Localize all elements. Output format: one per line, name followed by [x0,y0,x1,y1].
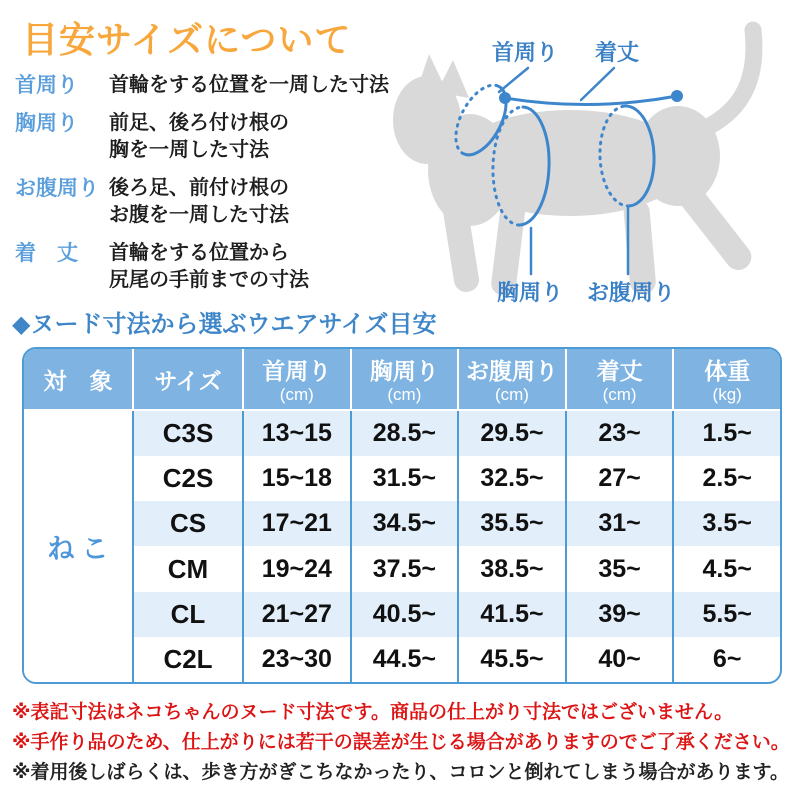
definition-desc-line: 胸を一周した寸法 [109,139,269,161]
size-cell: C2L [132,637,242,682]
definition-desc [109,110,289,164]
belly-cell: 29.5~ [457,411,565,456]
definition-neck [15,72,395,99]
cat-silhouette-icon [393,30,757,297]
definition-desc-line: 後ろ足、前付け根の [109,177,289,199]
footnote: ※手作り品のため、仕上がりには若干の誤差が生じる場合がありますのでご了承ください。 [12,732,790,753]
definition-desc-line: 尻尾の手前までの寸法 [109,269,309,291]
neck-cell: 21~27 [242,592,350,637]
definition-term: 首周り [15,74,78,97]
col-header-size: サイズ [132,349,242,411]
belly-cell: 32.5~ [457,456,565,501]
table-row [24,456,780,501]
neck-cell: 19~24 [242,546,350,591]
size-cell: CS [132,501,242,546]
definition-desc [109,72,389,99]
diagram-label-chest: 胸周り [496,280,564,305]
neck-cell: 17~21 [242,501,350,546]
definition-belly [15,175,395,229]
size-cell: C3S [132,411,242,456]
chest-cell: 40.5~ [350,592,458,637]
diagram-label-neck: 首周り [491,40,559,65]
footnotes [12,698,790,788]
definition-desc-line: 首輪をする位置を一周した寸法 [109,74,389,96]
definition-desc-line: 前足、後ろ付け根の [109,112,289,134]
chest-cell: 34.5~ [350,501,458,546]
definition-desc [109,240,309,294]
weight-cell: 1.5~ [672,411,780,456]
col-header-target: 対 象 [24,349,132,411]
neck-cell: 15~18 [242,456,350,501]
weight-cell: 2.5~ [672,456,780,501]
size-table-container [22,347,782,684]
size-cell: C2S [132,456,242,501]
table-header-row [24,349,780,411]
belly-cell: 41.5~ [457,592,565,637]
weight-cell: 4.5~ [672,546,780,591]
weight-cell: 3.5~ [672,501,780,546]
col-header-length: 着丈 (cm) [565,349,673,411]
chest-cell: 44.5~ [350,637,458,682]
chest-cell: 31.5~ [350,456,458,501]
diagram-label-length: 着丈 [594,40,640,65]
col-header-chest: 胸周り (cm) [350,349,458,411]
definition-desc [109,175,289,229]
table-row [24,592,780,637]
size-cell: CM [132,546,242,591]
section-title: ◆ヌード寸法から選ぶウエアサイズ目安 [12,311,437,338]
length-measure-line [505,96,677,105]
table-row [24,501,780,546]
belly-cell: 38.5~ [457,546,565,591]
length-cell: 23~ [565,411,673,456]
size-table [24,349,780,682]
table-row [24,637,780,682]
target-cell: ねこ [24,411,132,682]
length-leader-line [581,68,614,100]
length-cell: 27~ [565,456,673,501]
cat-measurement-diagram [385,8,800,313]
length-cell: 31~ [565,501,673,546]
neck-leader-line [499,68,528,92]
weight-cell: 6~ [672,637,780,682]
chest-cell: 28.5~ [350,411,458,456]
col-header-neck: 首周り (cm) [242,349,350,411]
belly-cell: 45.5~ [457,637,565,682]
size-cell: CL [132,592,242,637]
table-row [24,411,780,456]
definition-term: 着 丈 [15,242,78,265]
length-cell: 39~ [565,592,673,637]
footnote: ※着用後しばらくは、歩き方がぎこちなかったり、コロンと倒れてしまう場合があります。 [12,762,789,783]
neck-cell: 13~15 [242,411,350,456]
definition-desc-line: 首輪をする位置から [109,242,289,264]
length-line-start-dot [499,92,511,104]
definition-length [15,240,395,294]
table-row [24,546,780,591]
footnote: ※表記寸法はネコちゃんのヌード寸法です。商品の仕上がり寸法ではございません。 [12,702,734,723]
length-line-end-dot [671,90,683,102]
measurement-definitions [15,72,395,305]
chest-cell: 37.5~ [350,546,458,591]
length-cell: 35~ [565,546,673,591]
belly-cell: 35.5~ [457,501,565,546]
weight-cell: 5.5~ [672,592,780,637]
neck-cell: 23~30 [242,637,350,682]
col-header-belly: お腹周り (cm) [457,349,565,411]
definition-desc-line: お腹を一周した寸法 [109,204,289,226]
definition-term: お腹周り [15,177,99,200]
definition-chest [15,110,395,164]
col-header-weight: 体重 (kg) [672,349,780,411]
definition-term: 胸周り [15,112,78,135]
length-cell: 40~ [565,637,673,682]
page-title: 目安サイズについて [22,19,352,60]
diagram-label-belly: お腹周り [586,280,676,305]
